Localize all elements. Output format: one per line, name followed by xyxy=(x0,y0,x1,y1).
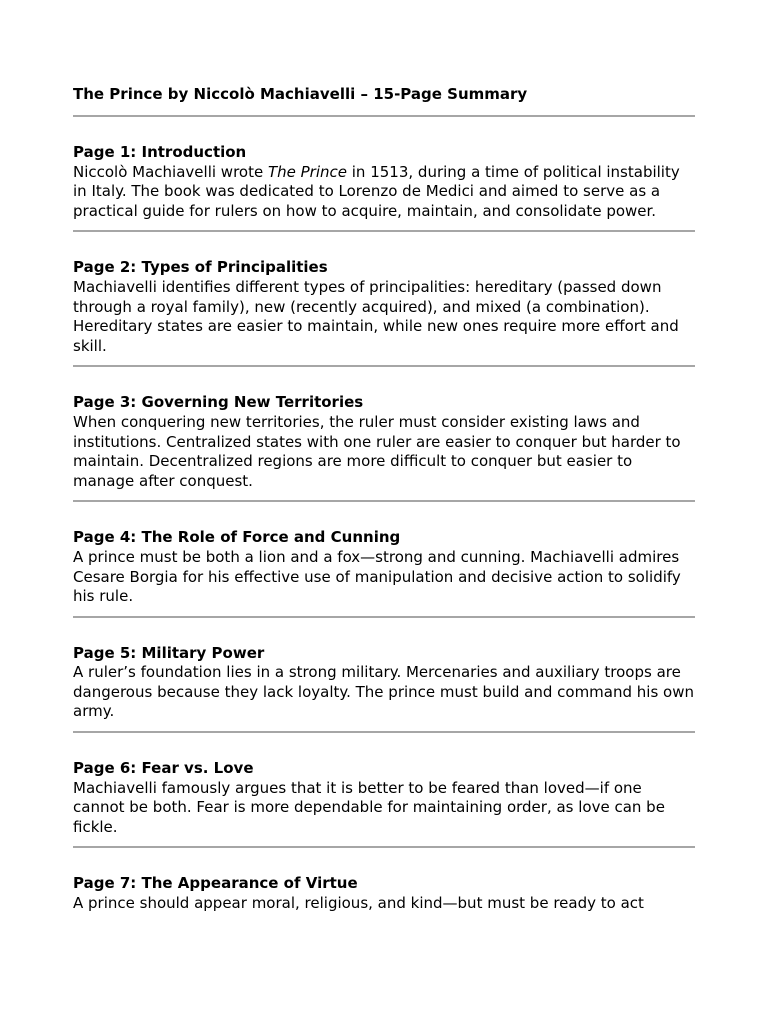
section-body xyxy=(73,163,695,222)
book-title-emphasis: The Prince xyxy=(267,162,347,181)
section-page-2 xyxy=(73,258,695,367)
section-body: Machiavelli identifies different types of principalities: hereditary (passed down through a royal family), new (recently acquired), and mixed (a combination). Hereditary states are easier to maintain, while new ones require more effort and skill. xyxy=(73,277,679,355)
section-body: Machiavelli famously argues that it is better to be feared than loved—if one cannot be both. Fear is more dependable for maintaining order, as love can be fickle. xyxy=(73,778,665,836)
section-divider xyxy=(73,365,695,367)
section-heading: Page 4: The Role of Force and Cunning xyxy=(73,528,401,547)
section-page-6 xyxy=(73,759,695,848)
document-title: The Prince by Niccolò Machiavelli – 15-Page Summary xyxy=(73,85,528,103)
section-page-7 xyxy=(73,874,695,913)
section-heading: Page 6: Fear vs. Love xyxy=(73,759,254,778)
body-text: Niccolò Machiavelli wrote xyxy=(73,162,268,181)
section-divider xyxy=(73,230,695,232)
section-divider xyxy=(73,500,695,502)
section-heading: Page 3: Governing New Territories xyxy=(73,393,364,412)
section-page-1 xyxy=(73,143,695,232)
section-divider xyxy=(73,846,695,848)
section-body: A prince should appear moral, religious, and kind—but must be ready to act xyxy=(73,894,644,913)
section-body: When conquering new territories, the ruler must consider existing laws and institutions. Centralized states with one ruler are easier to conquer but harder to maintain. Decentralized regions are more difficult to conquer but easier to manage after conquest. xyxy=(73,412,681,490)
section-page-5 xyxy=(73,644,695,733)
section-divider xyxy=(73,731,695,733)
section-body: A prince must be both a lion and a fox—strong and cunning. Machiavelli admires Cesare Borgia for his effective use of manipulation and decisive action to solidify his rule. xyxy=(73,547,681,606)
section-heading: Page 5: Military Power xyxy=(73,643,265,662)
section-body: A ruler’s foundation lies in a strong military. Mercenaries and auxiliary troops are dangerous because they lack loyalty. The prince must build and command his own army. xyxy=(73,663,694,721)
title-divider xyxy=(73,115,695,117)
section-heading: Page 7: The Appearance of Virtue xyxy=(73,874,358,893)
section-heading: Page 2: Types of Principalities xyxy=(73,258,328,277)
section-divider xyxy=(73,616,695,618)
section-heading: Page 1: Introduction xyxy=(73,143,247,161)
body-text: in 1513, during a time of political instability in Italy. The book was dedicated to Lorenzo de Medici and aimed to serve as a practical guide for rulers on how to acquire, maintain, and consolidate power. xyxy=(73,162,680,220)
document-page xyxy=(73,84,695,914)
section-page-3 xyxy=(73,393,695,502)
section-page-4 xyxy=(73,528,695,617)
